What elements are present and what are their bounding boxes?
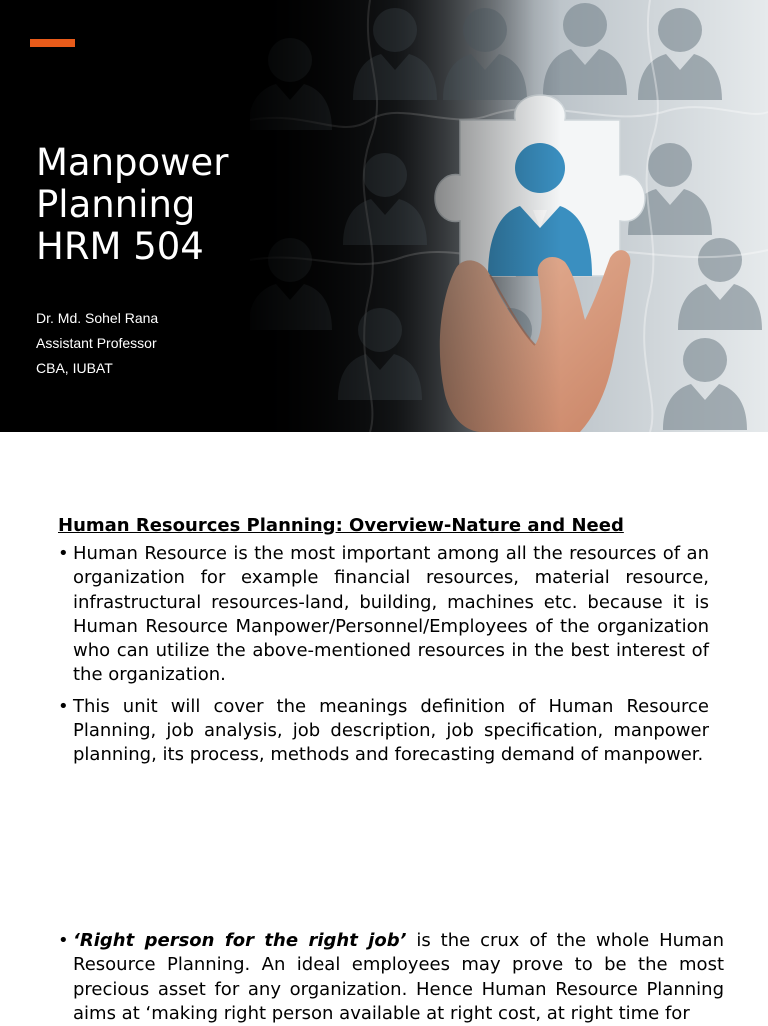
author-block bbox=[36, 306, 158, 381]
slide-title bbox=[36, 142, 286, 268]
bullet-emphasis: ‘Right person for the right job’ bbox=[73, 930, 407, 951]
accent-bar bbox=[30, 39, 75, 47]
bullet-text: This unit will cover the meanings definition of Human Resource Planning, job analysis, job description, job specification, manpower planning, its process, methods and forecasting demand of manpower. bbox=[73, 695, 709, 766]
slide-heading: Human Resources Planning: Overview-Nature and Need bbox=[58, 515, 624, 536]
title-line-3: HRM 504 bbox=[36, 225, 204, 268]
bullet-text: Human Resource is the most important among all the resources of an organization for example financial resources, material resource, infrastructural resources-land, building, machines etc. because it is Human Resource Manpower/Personnel/Employees of the organization who can utilize the above-mentioned resources in the best interest of the organization. bbox=[73, 543, 709, 686]
author-name: Dr. Md. Sohel Rana bbox=[36, 310, 159, 326]
bullet-item bbox=[58, 695, 709, 768]
bullet-item bbox=[58, 929, 724, 1026]
puzzle-people-image bbox=[250, 0, 768, 432]
title-slide bbox=[0, 0, 768, 432]
bullet-icon: • bbox=[58, 695, 69, 717]
bullet-text: is the crux of the whole Human Resource Planning. An ideal employees may prove to be the most precious asset for any organization. Hence Human Resource Planning aims at ‘making right person available at right cost, at right time for bbox=[73, 930, 724, 1024]
content-slide bbox=[0, 432, 768, 1024]
author-affiliation: CBA, IUBAT bbox=[36, 360, 113, 376]
title-line-2: Planning bbox=[36, 183, 196, 226]
title-line-1: Manpower bbox=[36, 141, 229, 184]
author-position: Assistant Professor bbox=[36, 335, 157, 351]
bullet-icon: • bbox=[58, 543, 69, 564]
bullet-item bbox=[58, 542, 709, 688]
bullet-icon: • bbox=[58, 930, 69, 951]
slide-content bbox=[58, 512, 709, 775]
